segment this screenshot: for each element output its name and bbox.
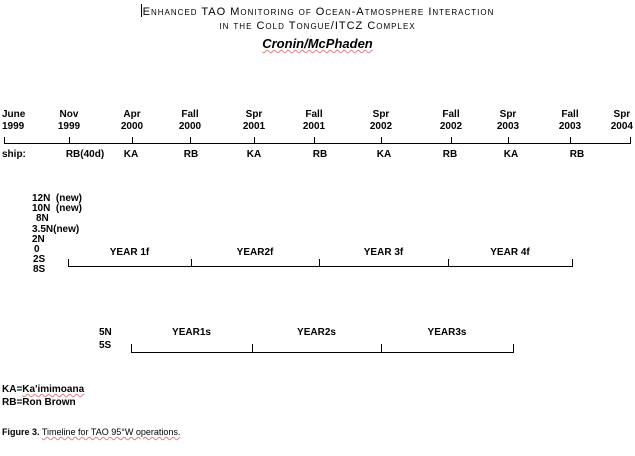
fixed-array-tick: [448, 259, 449, 267]
second-array-tick: [252, 344, 253, 353]
caption-text: Timeline for TAO 95°W operations.: [41, 427, 181, 437]
authors-text: Cronin/McPhaden: [262, 36, 373, 51]
legend: [2, 383, 84, 409]
ship-entry: KA: [123, 149, 139, 160]
fixed-array-segment: YEAR 4f: [490, 247, 530, 258]
latitude-label: 10N (new): [32, 203, 83, 215]
timeline-date: [550, 109, 590, 133]
legend-rb: RB=Ron Brown: [2, 397, 76, 408]
date-period: Fall: [305, 109, 323, 120]
date-period: Spr: [245, 109, 263, 120]
timeline-date: [488, 109, 528, 133]
timeline-tick: [314, 137, 315, 144]
date-year: 2003: [558, 121, 582, 132]
timeline-tick: [630, 137, 631, 144]
timeline-tick: [69, 137, 70, 144]
fixed-array-line: [68, 266, 573, 267]
title-line-2: in the Cold Tongue/ITCZ Complex: [219, 20, 416, 32]
timeline-date: [112, 109, 152, 133]
fixed-array-segment: YEAR2f: [236, 247, 274, 258]
date-year: 2002: [439, 121, 463, 132]
timeline-date: [49, 109, 89, 133]
ship-entry: RB: [442, 149, 458, 160]
date-period: Spr: [372, 109, 390, 120]
date-period: Fall: [442, 109, 460, 120]
ship-label: ship:: [2, 149, 26, 160]
timeline-date: [361, 109, 401, 133]
timeline-tick: [508, 137, 509, 144]
caption-label: Figure 3.: [2, 427, 40, 437]
latitude-label: 3.5N(new): [32, 223, 80, 235]
fixed-array-segment: YEAR 1f: [109, 247, 150, 258]
second-array-segment: YEAR3s: [427, 327, 467, 338]
text-cursor: [141, 4, 142, 17]
timeline-date: [170, 109, 210, 133]
date-year: 2000: [120, 121, 144, 132]
date-year: 2003: [496, 121, 520, 132]
legend-rb-abbr: RB: [2, 397, 17, 408]
latitude-label: 5S: [99, 340, 112, 351]
date-period: Fall: [181, 109, 199, 120]
title-text-1: Enhanced TAO Monitoring of Ocean-Atmosphere Interaction: [142, 6, 495, 18]
second-array-segment: YEAR2s: [297, 327, 336, 338]
date-period: Fall: [561, 109, 579, 120]
latitude-label: 8S: [33, 264, 46, 276]
latitude-label: 12N (new): [32, 193, 83, 204]
timeline-tick: [381, 137, 382, 144]
figure-caption: [2, 427, 180, 437]
timeline-tick: [451, 137, 452, 144]
latitude-label: 8N: [36, 213, 49, 225]
ship-entry: KA: [503, 149, 519, 160]
timeline-axis: [4, 143, 631, 144]
fixed-array-segment: YEAR 3f: [363, 247, 404, 258]
latitude-label: 0: [34, 244, 40, 255]
date-year: 2001: [242, 121, 266, 132]
latitude-label: 2N: [32, 233, 45, 245]
title-line-1: [0, 4, 635, 18]
fixed-array-tick: [68, 259, 69, 267]
date-year: 1999: [2, 121, 25, 132]
date-year: 2002: [369, 121, 393, 132]
legend-ka-name: Ka'imimoana: [22, 384, 85, 395]
date-year: 1999: [57, 121, 81, 132]
timeline-date: [611, 109, 633, 133]
legend-ka-abbr: KA: [2, 384, 17, 395]
ship-entry: RB: [312, 149, 328, 160]
timeline-date: [294, 109, 334, 133]
date-period: Apr: [123, 109, 141, 120]
second-array-segment: YEAR1s: [172, 327, 211, 338]
date-period: Spr: [499, 109, 517, 120]
date-period: Spr: [613, 109, 631, 120]
date-period: Nov: [59, 109, 79, 120]
timeline-date: [2, 109, 25, 133]
ship-entry: KA: [376, 149, 392, 160]
date-year: 2004: [610, 121, 633, 132]
date-period: June: [2, 109, 26, 120]
latitude-label: 2S: [33, 254, 46, 266]
fixed-array-tick: [572, 259, 573, 267]
timeline-tick: [570, 137, 571, 144]
timeline-date: [234, 109, 274, 133]
ship-entry: KA: [246, 149, 262, 160]
timeline-tick: [132, 137, 133, 144]
timeline-tick: [190, 137, 191, 144]
authors: [0, 36, 635, 51]
ship-entry: RB: [569, 149, 585, 160]
latitude-label: 5N: [99, 327, 112, 338]
date-year: 2001: [302, 121, 326, 132]
second-array-tick: [513, 344, 514, 353]
timeline-date: [431, 109, 471, 133]
legend-ka: KA=Ka'imimoana: [2, 384, 85, 395]
timeline-tick: [4, 137, 5, 144]
date-year: 2000: [178, 121, 202, 132]
timeline-tick: [254, 137, 255, 144]
fixed-array-tick: [319, 259, 320, 267]
ship-entry: RB: [183, 149, 199, 160]
ship-entry: RB(40d): [65, 149, 105, 160]
legend-rb-name: Ron Brown: [22, 397, 76, 408]
second-array-tick: [131, 344, 132, 353]
second-array-line: [131, 352, 513, 353]
fixed-array-tick: [191, 259, 192, 267]
second-array-tick: [381, 344, 382, 353]
